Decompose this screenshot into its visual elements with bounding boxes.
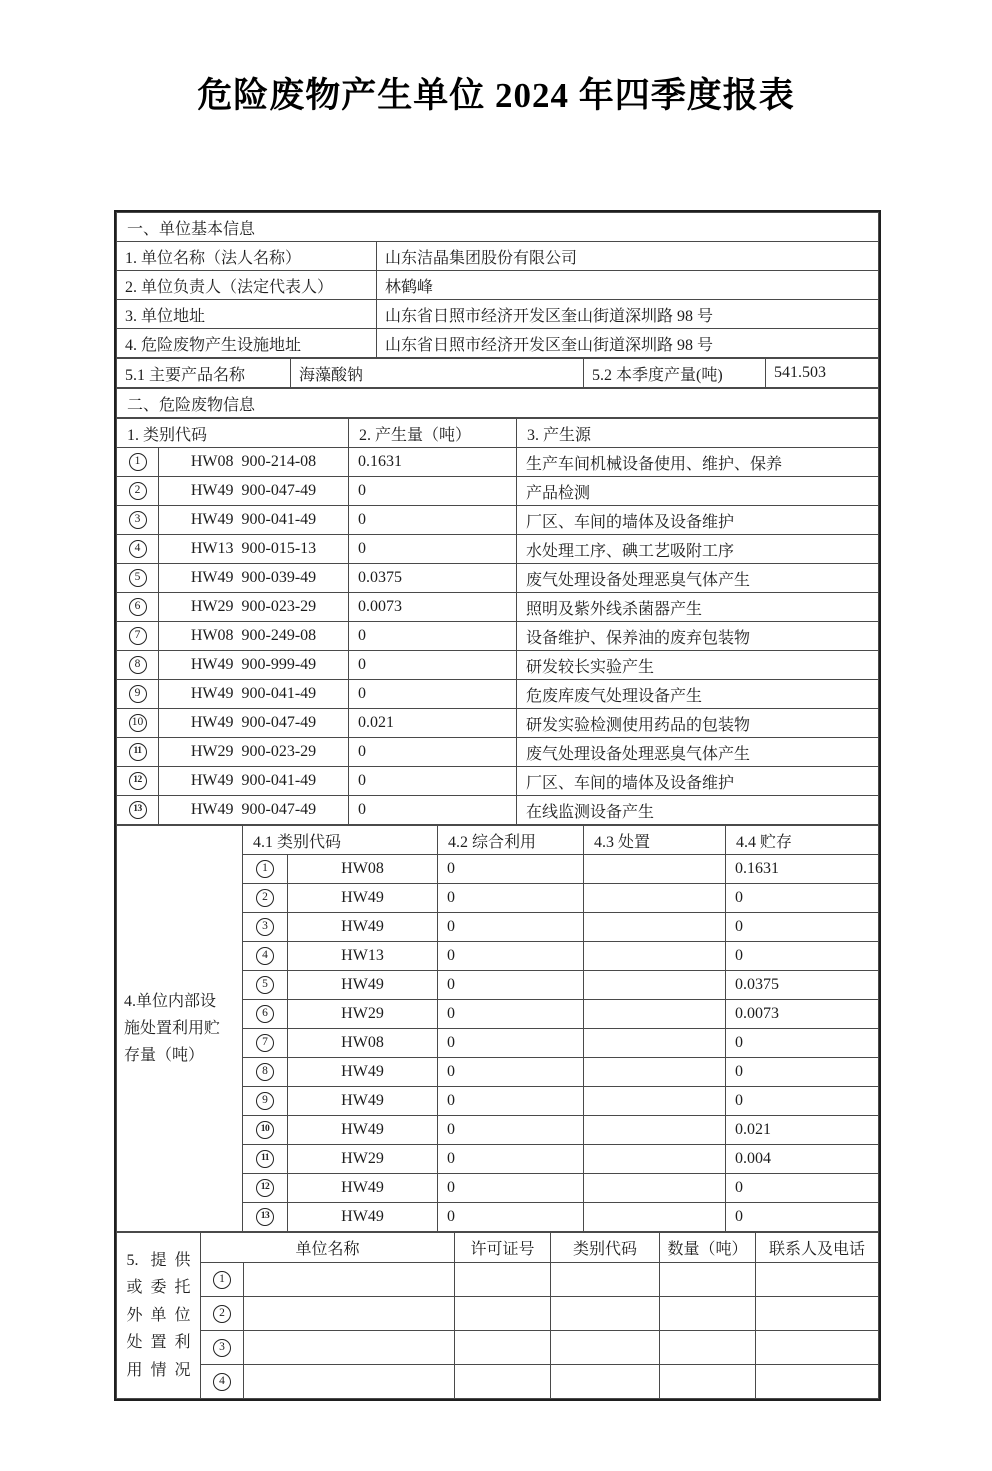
waste-amount-cell: 0 bbox=[349, 506, 517, 535]
waste-row bbox=[117, 767, 879, 796]
reuse-cell: 0 bbox=[438, 884, 584, 913]
hw-code-cell: HW08 bbox=[288, 855, 438, 884]
row-number-badge: 7 bbox=[129, 627, 147, 645]
waste-source-cell: 危废库废气处理设备产生 bbox=[517, 680, 879, 709]
reuse-cell: 0 bbox=[438, 913, 584, 942]
ext-category-cell bbox=[551, 1365, 660, 1399]
dispose-cell bbox=[584, 1145, 726, 1174]
main-product-value: 海藻酸钠 bbox=[291, 359, 584, 388]
waste-row bbox=[117, 506, 879, 535]
ext-quantity-cell bbox=[660, 1365, 756, 1399]
col-header-category: 类别代码 bbox=[551, 1233, 660, 1263]
table-row bbox=[117, 271, 879, 300]
waste-code-cell: HW49 900-041-49 bbox=[159, 767, 349, 796]
col-header-license: 许可证号 bbox=[455, 1233, 551, 1263]
row-number-badge: 8 bbox=[256, 1063, 274, 1081]
table-row bbox=[117, 242, 879, 271]
waste-info-table bbox=[116, 418, 879, 825]
storage-cell: 0.004 bbox=[726, 1145, 879, 1174]
waste-code-cell: HW49 900-041-49 bbox=[159, 506, 349, 535]
waste-source-cell: 废气处理设备处理恶臭气体产生 bbox=[517, 564, 879, 593]
main-product-label: 5.1 主要产品名称 bbox=[117, 359, 291, 388]
waste-source-cell: 厂区、车间的墙体及设备维护 bbox=[517, 767, 879, 796]
row-number-badge: 1 bbox=[256, 860, 274, 878]
ext-unit-name-cell bbox=[244, 1365, 455, 1399]
waste-row bbox=[117, 535, 879, 564]
reuse-cell: 0 bbox=[438, 855, 584, 884]
ext-unit-name-cell bbox=[244, 1263, 455, 1297]
waste-code-cell: HW08 900-214-08 bbox=[159, 448, 349, 477]
hw-code-cell: HW13 bbox=[288, 942, 438, 971]
hw-code-cell: HW49 bbox=[288, 1174, 438, 1203]
hw-code-cell: HW49 bbox=[288, 913, 438, 942]
storage-cell: 0.0073 bbox=[726, 1000, 879, 1029]
waste-row bbox=[117, 680, 879, 709]
section2-title-table bbox=[116, 388, 879, 418]
storage-cell: 0.1631 bbox=[726, 855, 879, 884]
row-number-badge: 10 bbox=[129, 714, 147, 732]
page-title: 危险废物产生单位 2024 年四季度报表 bbox=[197, 76, 795, 115]
row-number-badge: 1 bbox=[129, 453, 147, 471]
row-number-badge: 9 bbox=[256, 1092, 274, 1110]
waste-row bbox=[117, 593, 879, 622]
external-header-row bbox=[117, 1233, 879, 1263]
waste-amount-cell: 0 bbox=[349, 767, 517, 796]
row-number-badge: 11 bbox=[256, 1150, 274, 1168]
unit-name-label: 1. 单位名称（法人名称） bbox=[117, 242, 377, 271]
hw-code-cell: HW49 bbox=[288, 1116, 438, 1145]
row-number-badge: 10 bbox=[256, 1121, 274, 1139]
row-number-badge: 12 bbox=[256, 1179, 274, 1197]
hw-code-cell: HW08 bbox=[288, 1029, 438, 1058]
storage-cell: 0.0375 bbox=[726, 971, 879, 1000]
table-row bbox=[117, 300, 879, 329]
unit-head-value: 林鹤峰 bbox=[377, 271, 879, 300]
row-number-badge: 4 bbox=[256, 947, 274, 965]
table-row bbox=[117, 329, 879, 358]
col-header-source: 3. 产生源 bbox=[517, 419, 879, 448]
ext-license-cell bbox=[455, 1263, 551, 1297]
waste-code-cell: HW49 900-041-49 bbox=[159, 680, 349, 709]
row-number-badge: 3 bbox=[256, 918, 274, 936]
col-header-amount: 2. 产生量（吨） bbox=[349, 419, 517, 448]
reuse-cell: 0 bbox=[438, 971, 584, 1000]
dispose-cell bbox=[584, 1116, 726, 1145]
waste-amount-cell: 0.021 bbox=[349, 709, 517, 738]
ext-license-cell bbox=[455, 1365, 551, 1399]
section2-title: 二、危险废物信息 bbox=[117, 389, 879, 418]
hw-code-cell: HW49 bbox=[288, 971, 438, 1000]
waste-row bbox=[117, 651, 879, 680]
waste-amount-cell: 0 bbox=[349, 680, 517, 709]
waste-code-cell: HW08 900-249-08 bbox=[159, 622, 349, 651]
waste-source-cell: 在线监测设备产生 bbox=[517, 796, 879, 825]
row-number-badge: 8 bbox=[129, 656, 147, 674]
col-header-contact: 联系人及电话 bbox=[756, 1233, 879, 1263]
storage-cell: 0 bbox=[726, 942, 879, 971]
waste-source-cell: 水处理工序、碘工艺吸附工序 bbox=[517, 535, 879, 564]
waste-header-row bbox=[117, 419, 879, 448]
waste-code-cell: HW29 900-023-29 bbox=[159, 593, 349, 622]
reuse-cell: 0 bbox=[438, 942, 584, 971]
waste-code-cell: HW13 900-015-13 bbox=[159, 535, 349, 564]
row-number-badge: 4 bbox=[129, 540, 147, 558]
waste-row bbox=[117, 448, 879, 477]
facility-address-value: 山东省日照市经济开发区奎山街道深圳路 98 号 bbox=[377, 329, 879, 358]
hw-code-cell: HW29 bbox=[288, 1000, 438, 1029]
unit-address-value: 山东省日照市经济开发区奎山街道深圳路 98 号 bbox=[377, 300, 879, 329]
ext-unit-name-cell bbox=[244, 1297, 455, 1331]
storage-cell: 0 bbox=[726, 1029, 879, 1058]
storage-cell: 0 bbox=[726, 884, 879, 913]
hw-code-cell: HW49 bbox=[288, 884, 438, 913]
unit-name-value: 山东洁晶集团股份有限公司 bbox=[377, 242, 879, 271]
waste-code-cell: HW29 900-023-29 bbox=[159, 738, 349, 767]
unit-address-label: 3. 单位地址 bbox=[117, 300, 377, 329]
row-number-badge: 1 bbox=[213, 1271, 231, 1289]
waste-amount-cell: 0 bbox=[349, 796, 517, 825]
storage-cell: 0 bbox=[726, 1174, 879, 1203]
waste-amount-cell: 0.1631 bbox=[349, 448, 517, 477]
ext-quantity-cell bbox=[660, 1297, 756, 1331]
row-number-badge: 3 bbox=[213, 1339, 231, 1357]
col-header-dispose: 4.3 处置 bbox=[584, 826, 726, 855]
row-number-badge: 5 bbox=[129, 569, 147, 587]
waste-amount-cell: 0 bbox=[349, 651, 517, 680]
dispose-cell bbox=[584, 1203, 726, 1232]
hw-code-cell: HW49 bbox=[288, 1058, 438, 1087]
external-row bbox=[117, 1263, 879, 1297]
internal-header-row bbox=[117, 826, 879, 855]
row-number-badge: 4 bbox=[213, 1373, 231, 1391]
storage-cell: 0 bbox=[726, 1203, 879, 1232]
external-row bbox=[117, 1297, 879, 1331]
reuse-cell: 0 bbox=[438, 1174, 584, 1203]
waste-source-cell: 产品检测 bbox=[517, 477, 879, 506]
ext-contact-cell bbox=[756, 1297, 879, 1331]
reuse-cell: 0 bbox=[438, 1000, 584, 1029]
row-number-badge: 2 bbox=[129, 482, 147, 500]
section1-header-row bbox=[117, 213, 879, 242]
row-number-badge: 3 bbox=[129, 511, 147, 529]
waste-code-cell: HW49 900-047-49 bbox=[159, 796, 349, 825]
waste-source-cell: 照明及紫外线杀菌器产生 bbox=[517, 593, 879, 622]
col-header-unit-name: 单位名称 bbox=[201, 1233, 455, 1263]
ext-contact-cell bbox=[756, 1331, 879, 1365]
reuse-cell: 0 bbox=[438, 1087, 584, 1116]
basic-info-table bbox=[116, 212, 879, 358]
ext-license-cell bbox=[455, 1297, 551, 1331]
dispose-cell bbox=[584, 1087, 726, 1116]
waste-amount-cell: 0 bbox=[349, 535, 517, 564]
dispose-cell bbox=[584, 1174, 726, 1203]
row-number-badge: 11 bbox=[129, 743, 147, 761]
ext-license-cell bbox=[455, 1331, 551, 1365]
col-header-storage: 4.4 贮存 bbox=[726, 826, 879, 855]
waste-row bbox=[117, 709, 879, 738]
reuse-cell: 0 bbox=[438, 1116, 584, 1145]
section1-title: 一、单位基本信息 bbox=[117, 213, 879, 242]
row-number-badge: 13 bbox=[129, 801, 147, 819]
hw-code-cell: HW49 bbox=[288, 1203, 438, 1232]
dispose-cell bbox=[584, 1029, 726, 1058]
hw-code-cell: HW49 bbox=[288, 1087, 438, 1116]
row-number-badge: 13 bbox=[256, 1208, 274, 1226]
external-section-label: 5. 提供 或委托 外单位 处置利 用情况 bbox=[117, 1233, 201, 1399]
row-number-badge: 9 bbox=[129, 685, 147, 703]
waste-code-cell: HW49 900-999-49 bbox=[159, 651, 349, 680]
dispose-cell bbox=[584, 913, 726, 942]
dispose-cell bbox=[584, 971, 726, 1000]
waste-row bbox=[117, 477, 879, 506]
ext-contact-cell bbox=[756, 1263, 879, 1297]
reuse-cell: 0 bbox=[438, 1058, 584, 1087]
waste-code-cell: HW49 900-047-49 bbox=[159, 709, 349, 738]
col-header-code: 1. 类别代码 bbox=[117, 419, 349, 448]
row-number-badge: 5 bbox=[256, 976, 274, 994]
unit-head-label: 2. 单位负责人（法定代表人） bbox=[117, 271, 377, 300]
ext-category-cell bbox=[551, 1297, 660, 1331]
reuse-cell: 0 bbox=[438, 1203, 584, 1232]
internal-disposal-table bbox=[116, 825, 879, 1232]
reuse-cell: 0 bbox=[438, 1145, 584, 1174]
quarter-output-value: 541.503 bbox=[766, 359, 879, 388]
report-form bbox=[114, 210, 881, 1401]
dispose-cell bbox=[584, 884, 726, 913]
waste-source-cell: 厂区、车间的墙体及设备维护 bbox=[517, 506, 879, 535]
internal-section-label: 4.单位内部设 施处置利用贮 存量（吨） bbox=[117, 826, 243, 1232]
ext-quantity-cell bbox=[660, 1331, 756, 1365]
waste-code-cell: HW49 900-039-49 bbox=[159, 564, 349, 593]
col-header-code41: 4.1 类别代码 bbox=[243, 826, 438, 855]
waste-row bbox=[117, 796, 879, 825]
reuse-cell: 0 bbox=[438, 1029, 584, 1058]
row-number-badge: 6 bbox=[256, 1005, 274, 1023]
waste-row bbox=[117, 564, 879, 593]
waste-row bbox=[117, 738, 879, 767]
dispose-cell bbox=[584, 855, 726, 884]
dispose-cell bbox=[584, 1000, 726, 1029]
waste-source-cell: 生产车间机械设备使用、维护、保养 bbox=[517, 448, 879, 477]
row-number-badge: 7 bbox=[256, 1034, 274, 1052]
external-row bbox=[117, 1331, 879, 1365]
facility-address-label: 4. 危险废物产生设施地址 bbox=[117, 329, 377, 358]
table-row bbox=[117, 359, 879, 388]
quarter-output-label: 5.2 本季度产量(吨) bbox=[584, 359, 766, 388]
col-header-reuse: 4.2 综合利用 bbox=[438, 826, 584, 855]
row-number-badge: 6 bbox=[129, 598, 147, 616]
waste-row bbox=[117, 622, 879, 651]
row-number-badge: 2 bbox=[256, 889, 274, 907]
waste-amount-cell: 0.0073 bbox=[349, 593, 517, 622]
product-row-table bbox=[116, 358, 879, 388]
dispose-cell bbox=[584, 942, 726, 971]
ext-category-cell bbox=[551, 1263, 660, 1297]
waste-amount-cell: 0 bbox=[349, 738, 517, 767]
ext-quantity-cell bbox=[660, 1263, 756, 1297]
waste-amount-cell: 0.0375 bbox=[349, 564, 517, 593]
waste-amount-cell: 0 bbox=[349, 622, 517, 651]
waste-source-cell: 研发较长实验产生 bbox=[517, 651, 879, 680]
row-number-badge: 12 bbox=[129, 772, 147, 790]
ext-unit-name-cell bbox=[244, 1331, 455, 1365]
storage-cell: 0 bbox=[726, 1058, 879, 1087]
ext-category-cell bbox=[551, 1331, 660, 1365]
external-row bbox=[117, 1365, 879, 1399]
storage-cell: 0 bbox=[726, 1087, 879, 1116]
dispose-cell bbox=[584, 1058, 726, 1087]
waste-source-cell: 设备维护、保养油的废弃包装物 bbox=[517, 622, 879, 651]
storage-cell: 0.021 bbox=[726, 1116, 879, 1145]
ext-contact-cell bbox=[756, 1365, 879, 1399]
waste-amount-cell: 0 bbox=[349, 477, 517, 506]
external-disposal-table bbox=[116, 1232, 879, 1399]
storage-cell: 0 bbox=[726, 913, 879, 942]
hw-code-cell: HW29 bbox=[288, 1145, 438, 1174]
section2-header-row bbox=[117, 389, 879, 418]
row-number-badge: 2 bbox=[213, 1305, 231, 1323]
col-header-quantity: 数量（吨） bbox=[660, 1233, 756, 1263]
waste-source-cell: 研发实验检测使用药品的包装物 bbox=[517, 709, 879, 738]
waste-source-cell: 废气处理设备处理恶臭气体产生 bbox=[517, 738, 879, 767]
waste-code-cell: HW49 900-047-49 bbox=[159, 477, 349, 506]
